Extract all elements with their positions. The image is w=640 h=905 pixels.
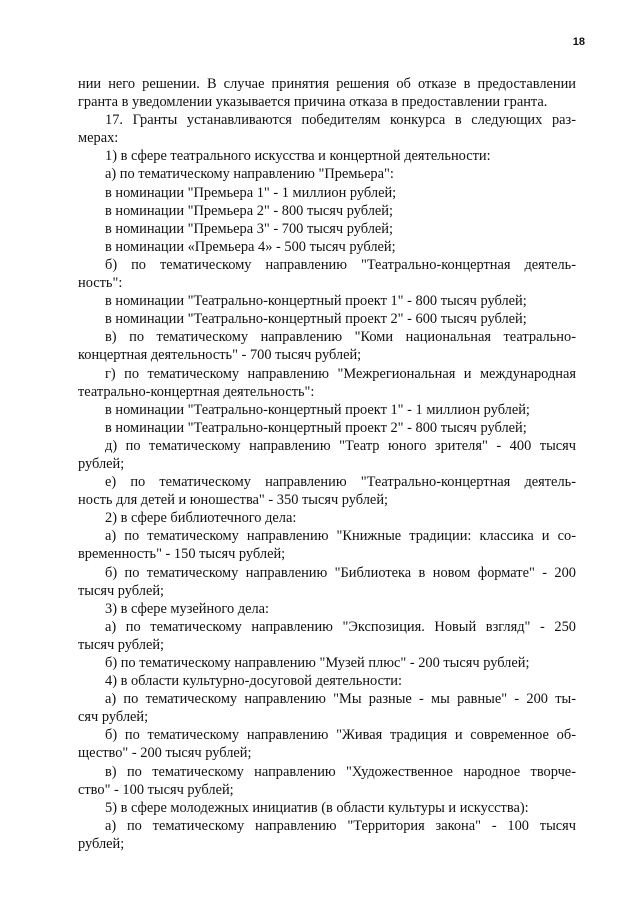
text-line: 1) в сфере театрального искусства и концертной деятельности: — [105, 148, 491, 165]
text-line: а) по тематическому направлению "Территория закона" - 100 тысяч — [105, 817, 576, 834]
text-line: 2) в сфере библиотечного дела: — [105, 510, 297, 527]
text-line: ность": — [78, 275, 123, 292]
text-line: г) по тематическому направлению "Межрегиональная и международная — [105, 365, 576, 382]
text-line: в номинации "Театрально-концертный проект 2" - 600 тысяч рублей; — [105, 311, 527, 328]
text-line: тысяч рублей; — [78, 582, 165, 599]
text-line: в номинации "Премьера 1" - 1 миллион рублей; — [105, 184, 397, 201]
text-line: театрально-концертная деятельность": — [78, 383, 315, 400]
text-line: б) по тематическому направлению "Музей плюс" - 200 тысяч рублей; — [105, 655, 530, 671]
text-line: 5) в сфере молодежных инициатив (в области культуры и искусства): — [105, 799, 529, 816]
text-line: б) по тематическому направлению "Библиотека в новом формате" - 200 — [105, 564, 576, 581]
text-line: б) по тематическому направлению "Живая традиция и современное об- — [105, 727, 576, 744]
text-line: а) по тематическому направлению "Книжные традиции: классика и со- — [105, 528, 576, 545]
text-line: тысяч рублей; — [78, 636, 165, 653]
text-line: 3) в сфере музейного дела: — [105, 600, 270, 617]
text-line: рублей; — [78, 835, 125, 852]
text-line: ство" - 100 тысяч рублей; — [78, 781, 234, 798]
text-line: е) по тематическому направлению "Театрально-концертная деятель- — [105, 474, 576, 491]
text-line: сяч рублей; — [78, 709, 149, 726]
text-line: временность" - 150 тысяч рублей; — [78, 546, 286, 563]
text-line: в номинации "Театрально-концертный проект 2" - 800 тысяч рублей; — [105, 419, 527, 436]
page-number: 18 — [572, 36, 585, 48]
text-line: в номинации "Театрально-концертный проект 1" - 1 миллион рублей; — [105, 401, 530, 418]
text-line: 4) в области культурно-досуговой деятельности: — [105, 673, 402, 690]
text-line: в) по тематическому направлению "Коми национальная театрально- — [105, 329, 576, 346]
text-line: б) по тематическому направлению "Театрально-концертная деятель- — [105, 256, 576, 273]
text-line: гранта в уведомлении указывается причина отказа в предоставлении гранта. — [78, 94, 548, 111]
text-line: а) по тематическому направлению "Мы разные - мы равные" - 200 ты- — [105, 691, 576, 708]
text-line: щество" - 200 тысяч рублей; — [78, 745, 252, 762]
document-body — [78, 75, 576, 853]
text-line: рублей; — [78, 455, 125, 472]
text-line: в номинации "Премьера 3" - 700 тысяч рублей; — [105, 220, 393, 237]
text-line: в номинации "Театрально-концертный проект 1" - 800 тысяч рублей; — [105, 293, 527, 310]
text-line: нии него решении. В случае принятия решения об отказе в предоставлении — [78, 76, 576, 92]
text-line: а) по тематическому направлению "Премьера": — [105, 166, 394, 183]
text-line: а) по тематическому направлению "Экспозиция. Новый взгляд" - 250 — [105, 618, 576, 635]
text-line: 17. Гранты устанавливаются победителям конкурса в следующих раз- — [105, 112, 576, 129]
text-line: концертная деятельность" - 700 тысяч рублей; — [78, 347, 362, 364]
text-line: д) по тематическому направлению "Театр юного зрителя" - 400 тысяч — [105, 437, 576, 454]
text-line: мерах: — [78, 130, 119, 147]
text-line: в номинации "Премьера 2" - 800 тысяч рублей; — [105, 202, 393, 219]
text-line: в номинации «Премьера 4» - 500 тысяч рублей; — [105, 238, 396, 255]
text-line: в) по тематическому направлению "Художественное народное творче- — [105, 763, 576, 780]
text-line: ность для детей и юношества" - 350 тысяч рублей; — [78, 492, 389, 509]
